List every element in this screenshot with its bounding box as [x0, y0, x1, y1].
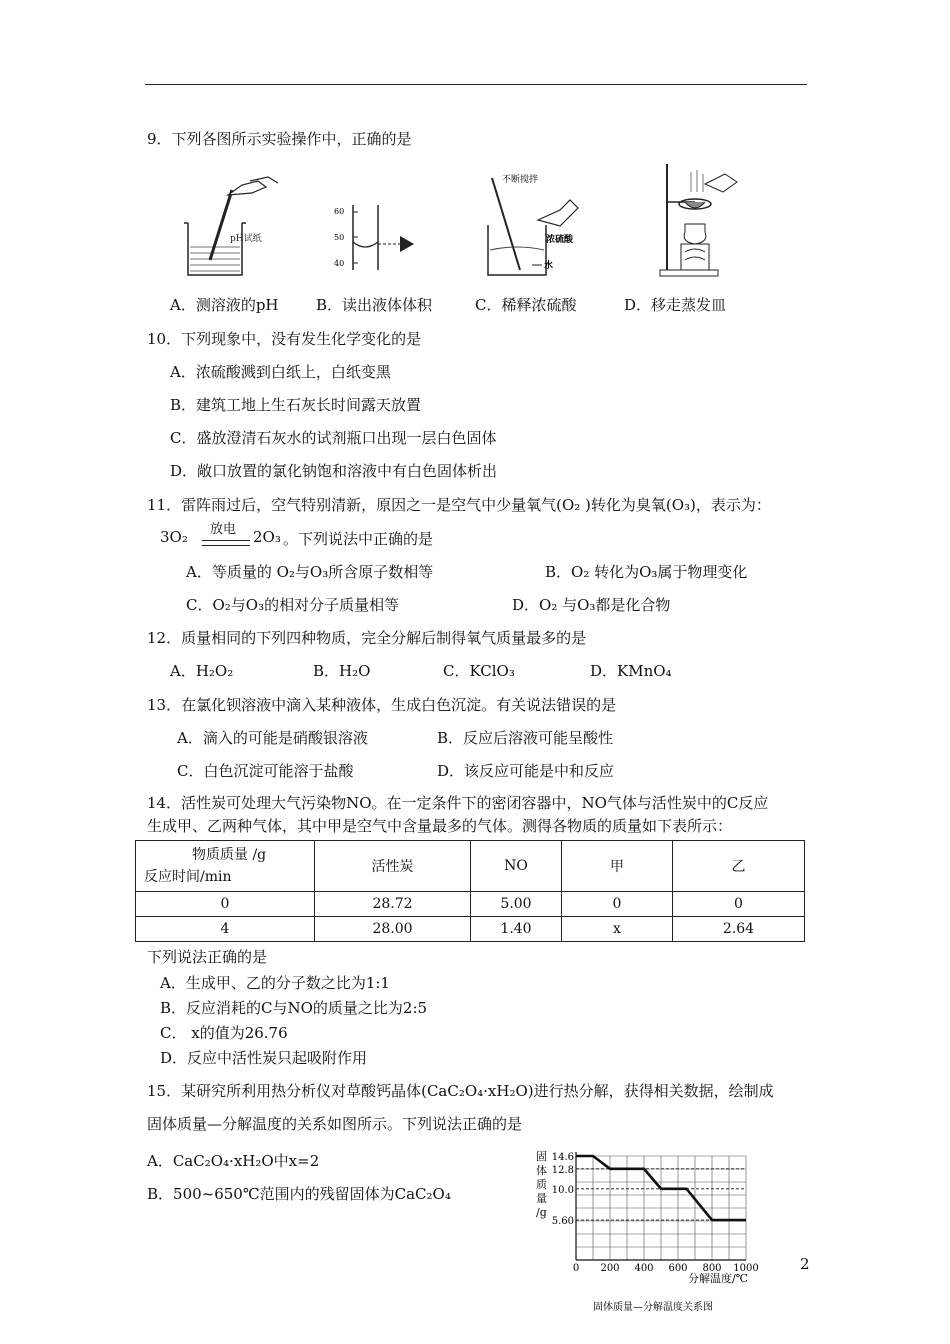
table-cell: 0 [562, 892, 673, 917]
table-cell: 0 [136, 892, 315, 917]
q15-stem-2: 固体质量—分解温度的关系如图所示。下列说法正确的是 [147, 1115, 523, 1133]
figure-evaporating-dish [655, 162, 750, 280]
q14-option-c: C． x的值为26.76 [160, 1024, 288, 1042]
q14-option-d: D．反应中活性炭只起吸附作用 [160, 1049, 368, 1067]
table-corner-header [136, 841, 315, 892]
q12-option-a: A．H₂O₂ [170, 662, 234, 680]
header-top: 物质质量 /g [192, 847, 267, 863]
table-cell: 4 [136, 917, 315, 942]
table-header-row [136, 841, 805, 892]
chart-ylabel-2: 体 [536, 1164, 547, 1177]
q14-stem-1: 14．活性炭可处理大气污染物NO。在一定条件下的密闭容器中，NO气体与活性炭中的C反应 [147, 794, 769, 812]
x-tick-label: 600 [668, 1263, 688, 1274]
q11-option-d: D．O₂ 与O₃都是化合物 [512, 596, 671, 614]
x-tick-label: 800 [702, 1263, 722, 1274]
table-cell: 0 [673, 892, 805, 917]
q10-option-a: A．浓硫酸溅到白纸上，白纸变黑 [170, 363, 391, 381]
tick-40: 40 [334, 259, 345, 268]
q9-option-a: A．测溶液的pH [170, 296, 279, 314]
y-tick-label: 5.60 [551, 1216, 574, 1228]
table-cell: 2.64 [673, 917, 805, 942]
mass-temperature-chart [528, 1148, 778, 1320]
q12-option-d: D．KMnO₄ [590, 662, 672, 680]
q15-option-a: A．CaC₂O₄·xH₂O中x=2 [147, 1152, 320, 1170]
header-bottom: 反应时间/min [144, 869, 232, 885]
table-cell: x [562, 917, 673, 942]
q11-stem: 11．雷阵雨过后，空气特别清新，原因之一是空气中少量氧气(O₂ )转化为臭氧(O₃)，表示为： [147, 496, 771, 514]
table-row [136, 917, 805, 942]
q10-option-d: D．敞口放置的氯化钠饱和溶液中有白色固体析出 [170, 462, 498, 480]
y-tick-label: 14.6 [551, 1152, 574, 1163]
chart-xlabel: 分解温度/℃ [687, 1272, 748, 1285]
q11-option-c: C．O₂与O₃的相对分子质量相等 [186, 596, 400, 614]
page-number: 2 [800, 1255, 810, 1273]
q9-stem: 9．下列各图所示实验操作中，正确的是 [147, 130, 412, 148]
stir-label: 不断搅拌 [502, 175, 539, 185]
tick-50: 50 [334, 233, 345, 242]
q12-stem: 12．质量相同的下列四种物质，完全分解后制得氧气质量最多的是 [147, 629, 587, 647]
q11-option-a: A．等质量的 O₂与O₃所含原子数相等 [186, 563, 434, 581]
q12-option-b: B．H₂O [313, 662, 371, 680]
q10-stem: 10．下列现象中，没有发生化学变化的是 [147, 330, 422, 348]
tick-60: 60 [334, 207, 345, 216]
y-tick-label: 10.0 [551, 1184, 574, 1196]
q14-option-b: B．反应消耗的C与NO的质量之比为2:5 [160, 999, 428, 1017]
col-header: 乙 [673, 841, 805, 892]
figure-dilute-acid [480, 170, 590, 280]
q12-option-c: C．KClO₃ [443, 662, 515, 680]
y-tick-label: 12.8 [551, 1164, 574, 1176]
table-row [136, 892, 805, 917]
table-cell: 28.72 [315, 892, 471, 917]
water-label: 水 [544, 261, 554, 271]
x-tick-label: 1000 [733, 1263, 759, 1274]
q9-option-c: C．稀释浓硫酸 [475, 296, 577, 314]
q15-option-b: B．500~650℃范围内的残留固体为CaC₂O₄ [147, 1185, 451, 1203]
q10-option-b: B．建筑工地上生石灰长时间露天放置 [170, 396, 422, 414]
table-cell: 28.00 [315, 917, 471, 942]
chart-ticks [552, 1152, 759, 1274]
q14-table [135, 840, 805, 942]
col-header: NO [471, 841, 562, 892]
q11-eq-tail: 。下列说法中正确的是 [283, 530, 434, 548]
table-cell: 1.40 [471, 917, 562, 942]
q14-option-a: A．生成甲、乙的分子数之比为1:1 [160, 974, 390, 992]
col-header: 甲 [562, 841, 673, 892]
chart-title: 固体质量—分解温度关系图 [593, 1302, 713, 1313]
x-tick-label: 0 [572, 1263, 580, 1274]
q13-option-d: D．该反应可能是中和反应 [437, 762, 615, 780]
chart-ylabel-5: /g [536, 1206, 547, 1219]
ph-paper-label: pH试纸 [230, 234, 262, 244]
q11-eq-left: 3O₂ [160, 528, 188, 546]
figure-ph-test [180, 175, 290, 280]
chart-ylabel-4: 量 [536, 1192, 547, 1205]
chart-ylabel-3: 质 [536, 1178, 547, 1191]
q10-option-c: C．盛放澄清石灰水的试剂瓶口出现一层白色固体 [170, 429, 497, 447]
q14-after: 下列说法正确的是 [147, 948, 268, 966]
q11-eq-condition: 放电 [210, 522, 237, 537]
table-cell: 5.00 [471, 892, 562, 917]
q9-option-d: D．移走蒸发皿 [624, 296, 727, 314]
q11-eq-right: 2O₃ [253, 528, 281, 546]
q13-option-b: B．反应后溶液可能呈酸性 [437, 729, 614, 747]
x-tick-label: 400 [634, 1263, 654, 1274]
q13-stem: 13．在氯化钡溶液中滴入某种液体，生成白色沉淀。有关说法错误的是 [147, 696, 617, 714]
q14-stem-2: 生成甲、乙两种气体，其中甲是空气中含量最多的气体。测得各物质的质量如下表所示： [147, 817, 733, 835]
chart-ylabel-1: 固 [536, 1150, 547, 1163]
col-header: 活性炭 [315, 841, 471, 892]
q13-option-c: C．白色沉淀可能溶于盐酸 [177, 762, 354, 780]
q13-option-a: A．滴入的可能是硝酸银溶液 [177, 729, 368, 747]
top-rule [145, 84, 807, 85]
chart-grid [576, 1156, 746, 1260]
figure-read-volume [328, 200, 423, 275]
x-tick-label: 200 [600, 1263, 620, 1274]
q15-stem-1: 15．某研究所利用热分析仪对草酸钙晶体(CaC₂O₄·xH₂O)进行热分解，获得相关数据，绘制成 [147, 1082, 774, 1100]
q11-eq-sign [202, 540, 250, 546]
q11-option-b: B．O₂ 转化为O₃属于物理变化 [545, 563, 748, 581]
acid-label: 浓硫酸 [546, 235, 574, 245]
q9-option-b: B．读出液体体积 [316, 296, 433, 314]
